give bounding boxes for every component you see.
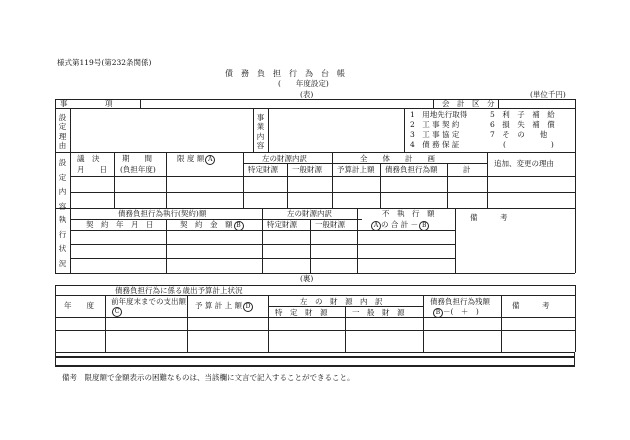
zaigen-uchiwake-label-3: 左 の 財 源 内 訳 bbox=[300, 297, 383, 306]
settei-riyu-label: 設定理由 bbox=[58, 113, 67, 151]
col-line bbox=[455, 208, 456, 273]
keiyaku-nengappi-label: 契 約 年 月 日 bbox=[86, 220, 154, 229]
row-line bbox=[70, 244, 455, 245]
yosan-keijo-label bbox=[195, 302, 253, 312]
category-1: 1 用地先行取得 bbox=[410, 110, 468, 119]
col-line bbox=[404, 108, 405, 152]
biko-label: 備 考 bbox=[470, 213, 508, 222]
row-line bbox=[243, 163, 487, 164]
col-line bbox=[105, 295, 106, 352]
col-line bbox=[114, 152, 115, 208]
col-line bbox=[243, 152, 244, 208]
col-line bbox=[501, 295, 502, 352]
col-line bbox=[268, 295, 269, 352]
category-5: 5 利 子 補 給 bbox=[490, 110, 555, 119]
keiyaku-kingaku-label bbox=[180, 221, 244, 231]
col-line bbox=[332, 152, 333, 208]
tokutei-zaigen-label: 特定財源 bbox=[248, 165, 278, 174]
category-6: 6 損 失 補 償 bbox=[490, 120, 555, 129]
col-line bbox=[70, 152, 71, 208]
kaikei-kubun-label: 会 計 区 分 bbox=[442, 99, 495, 108]
giketsu-label: 議 決 bbox=[77, 154, 100, 163]
row-line bbox=[70, 258, 455, 259]
col-line bbox=[287, 163, 288, 208]
keiyaku-kingaku-text: 契 約 金 額 bbox=[180, 220, 233, 229]
yosan-keijo-text: 予 算 計 上 額 bbox=[195, 301, 243, 310]
double-rule bbox=[55, 365, 575, 367]
zennendo-shishutsu-label: 前年度末までの支出額 bbox=[111, 297, 186, 306]
back-table-bottom bbox=[55, 352, 575, 353]
mark-b-icon: B bbox=[234, 221, 244, 231]
col-line bbox=[253, 108, 254, 152]
col-line bbox=[70, 208, 71, 273]
col-line bbox=[380, 163, 381, 208]
front-table-left bbox=[55, 99, 56, 273]
row-line bbox=[55, 152, 575, 153]
mark-c-row bbox=[111, 307, 122, 317]
mark-b-icon: B bbox=[419, 221, 429, 231]
footnote: 備考 限度額で金額表示の困難なものは、当該欄に文言で記入することができること。 bbox=[62, 373, 355, 382]
mark-a-icon: A bbox=[371, 221, 381, 231]
col-line bbox=[574, 352, 575, 367]
col-line bbox=[262, 208, 263, 273]
col-line bbox=[487, 152, 488, 208]
category-7: 7 そ の 他 bbox=[490, 130, 548, 139]
saishutsu-title: 債務負担行為に係る歳出予算計上状況 bbox=[115, 286, 243, 295]
row-line bbox=[55, 108, 575, 109]
category-2: 2 工 事 契 約 bbox=[410, 120, 460, 129]
col-line bbox=[357, 208, 358, 273]
yosan-keijogaku-label: 予算計上額 bbox=[337, 165, 375, 174]
nendo-label: 年 度 bbox=[64, 301, 94, 310]
mark-b-icon: B bbox=[433, 308, 443, 318]
futan-koigaku-label: 債務負担行為額 bbox=[385, 165, 438, 174]
zandaka-label: 債務負担行為残額 bbox=[430, 297, 490, 306]
mark-a-icon: A bbox=[205, 155, 215, 165]
mark-d-icon: D bbox=[243, 302, 253, 312]
jigyo-naiyo-label: 事業内容 bbox=[256, 113, 265, 151]
col-line bbox=[55, 352, 56, 367]
goukei-formula-label bbox=[370, 221, 429, 231]
row-line bbox=[70, 176, 575, 177]
category-4: 4 債 務 保 証 bbox=[410, 140, 460, 149]
row-line bbox=[55, 330, 575, 331]
shikko-jokyo-label: 執行状況 bbox=[58, 215, 67, 268]
zaigen-uchiwake-label-2: 左の財源内訳 bbox=[287, 209, 332, 218]
tokutei-zaigen-label-3: 特 定 財 源 bbox=[275, 308, 328, 317]
futan-nendo-label: (負担年度) bbox=[120, 165, 156, 174]
col-line bbox=[447, 163, 448, 208]
front-table-bottom bbox=[55, 273, 575, 274]
page-title: 債 務 負 担 行 為 台 帳 bbox=[225, 69, 345, 78]
unit-label: (単位千円) bbox=[530, 90, 566, 99]
col-line bbox=[310, 219, 311, 273]
tsuika-henko-label: 追加、変更の理由 bbox=[494, 159, 554, 168]
fiscal-year: ( 年度設定) bbox=[278, 79, 329, 88]
ippan-zaigen-label: 一般財源 bbox=[292, 165, 322, 174]
zaigen-uchiwake-label: 左の財源内訳 bbox=[262, 154, 307, 163]
category-8: ( ) bbox=[503, 140, 554, 149]
col-line bbox=[70, 108, 71, 152]
front-label: (表) bbox=[300, 90, 314, 99]
zentai-keikaku-label: 全 体 計 画 bbox=[360, 154, 435, 163]
double-rule bbox=[55, 356, 575, 358]
zandaka-formula-label bbox=[432, 308, 479, 318]
row-line bbox=[70, 192, 575, 193]
row-line bbox=[55, 317, 575, 318]
biko-label-2: 備 考 bbox=[512, 301, 550, 310]
col-line bbox=[166, 219, 167, 273]
form-number: 様式第119号(第232条関係) bbox=[57, 58, 152, 67]
row-line bbox=[55, 295, 575, 296]
goukei-formula-text: の 合 計 － bbox=[381, 220, 419, 229]
front-table-right bbox=[575, 99, 576, 273]
col-line bbox=[166, 152, 167, 208]
col-line bbox=[433, 99, 434, 108]
col-line bbox=[423, 295, 424, 352]
col-line bbox=[187, 295, 188, 352]
jiko-label: 事 項 bbox=[60, 99, 113, 108]
tsukihi-label: 月 日 bbox=[77, 165, 107, 174]
col-line bbox=[140, 99, 141, 108]
ippan-zaigen-label-2: 一般財源 bbox=[315, 220, 345, 229]
col-line bbox=[345, 306, 346, 352]
zandaka-formula-text: －( ＋ ) bbox=[443, 307, 479, 316]
back-label: (裏) bbox=[300, 274, 314, 283]
mark-c-icon: C bbox=[112, 307, 122, 317]
kei-label: 計 bbox=[463, 165, 471, 174]
gendogaku-text: 限 度 額 bbox=[177, 154, 205, 163]
tokutei-zaigen-label-2: 特定財源 bbox=[267, 220, 297, 229]
fushikko-gaku-label: 不 執 行 額 bbox=[382, 209, 435, 218]
back-table-right bbox=[575, 285, 576, 352]
shikko-keiyaku-label: 債務負担行為執行(契約)額 bbox=[118, 209, 207, 218]
col-line bbox=[268, 108, 269, 152]
gendogaku-label bbox=[177, 155, 215, 165]
settei-naiyo-label: 設定内容 bbox=[58, 158, 67, 211]
kikan-label: 期 間 bbox=[122, 154, 152, 163]
front-table-top bbox=[55, 99, 575, 100]
category-3: 3 工 事 協 定 bbox=[410, 130, 460, 139]
col-line bbox=[498, 99, 499, 108]
ippan-zaigen-label-3: 一 般 財 源 bbox=[352, 308, 405, 317]
